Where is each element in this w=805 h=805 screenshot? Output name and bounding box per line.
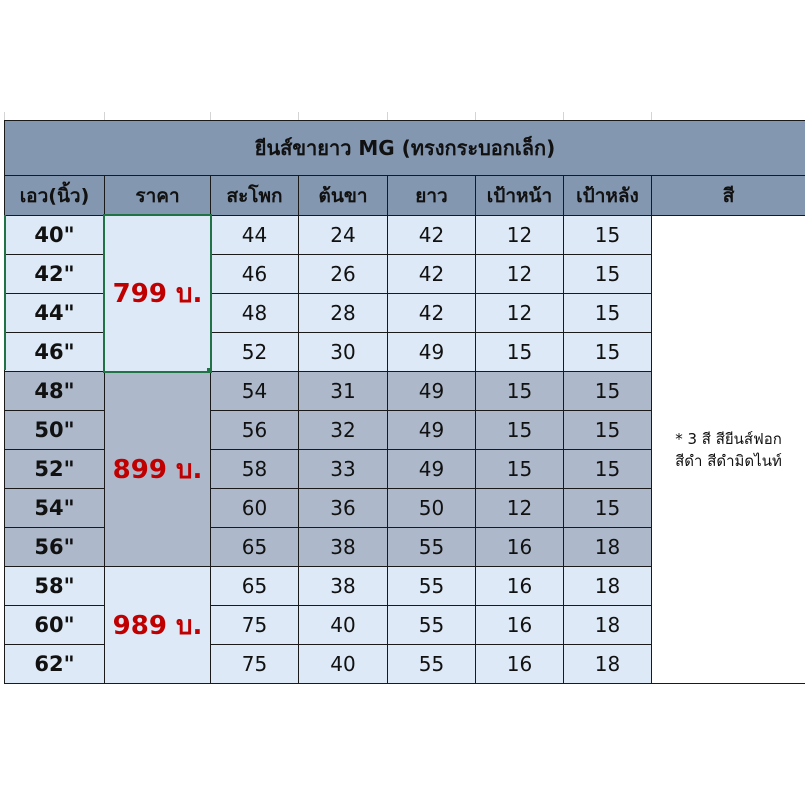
hip-cell[interactable]: 58 — [211, 450, 299, 489]
header-hip[interactable]: สะโพก — [211, 176, 299, 216]
thigh-cell[interactable]: 30 — [299, 333, 388, 372]
hip-cell[interactable]: 44 — [211, 216, 299, 255]
back-rise-cell[interactable]: 18 — [564, 528, 652, 567]
price-cell-989[interactable]: 989 บ. — [105, 567, 211, 684]
back-rise-cell[interactable]: 15 — [564, 294, 652, 333]
header-waist[interactable]: เอว(นิ้ว) — [5, 176, 105, 216]
waist-cell[interactable]: 52" — [5, 450, 105, 489]
table-title[interactable]: ยีนส์ขายาว MG (ทรงกระบอกเล็ก) — [5, 121, 805, 176]
thigh-cell[interactable]: 38 — [299, 567, 388, 606]
length-cell[interactable]: 49 — [388, 450, 476, 489]
thigh-cell[interactable]: 33 — [299, 450, 388, 489]
hip-cell[interactable]: 65 — [211, 528, 299, 567]
hip-cell[interactable]: 46 — [211, 255, 299, 294]
thigh-cell[interactable]: 40 — [299, 606, 388, 645]
color-note-line2: สีดำ สีดำมิดไนท์ — [675, 451, 782, 470]
front-rise-cell[interactable]: 15 — [476, 333, 564, 372]
thigh-cell[interactable]: 28 — [299, 294, 388, 333]
thigh-cell[interactable]: 26 — [299, 255, 388, 294]
length-cell[interactable]: 50 — [388, 489, 476, 528]
size-chart-table — [4, 120, 805, 684]
waist-cell[interactable]: 60" — [5, 606, 105, 645]
back-rise-cell[interactable]: 15 — [564, 450, 652, 489]
waist-cell[interactable]: 42" — [5, 255, 105, 294]
selection-fill-handle[interactable] — [207, 368, 212, 373]
price-cell-799[interactable]: 799 บ. — [105, 216, 211, 372]
thigh-cell[interactable]: 38 — [299, 528, 388, 567]
hip-cell[interactable]: 75 — [211, 606, 299, 645]
length-cell[interactable]: 42 — [388, 294, 476, 333]
front-rise-cell[interactable]: 12 — [476, 255, 564, 294]
front-rise-cell[interactable]: 15 — [476, 372, 564, 411]
header-color[interactable]: สี — [652, 176, 805, 216]
length-cell[interactable]: 49 — [388, 372, 476, 411]
waist-cell[interactable]: 40" — [5, 216, 105, 255]
thigh-cell[interactable]: 36 — [299, 489, 388, 528]
waist-cell[interactable]: 44" — [5, 294, 105, 333]
front-rise-cell[interactable]: 16 — [476, 528, 564, 567]
waist-cell[interactable]: 62" — [5, 645, 105, 684]
length-cell[interactable]: 55 — [388, 645, 476, 684]
thigh-cell[interactable]: 31 — [299, 372, 388, 411]
back-rise-cell[interactable]: 18 — [564, 606, 652, 645]
waist-cell[interactable]: 58" — [5, 567, 105, 606]
front-rise-cell[interactable]: 15 — [476, 450, 564, 489]
back-rise-cell[interactable]: 15 — [564, 216, 652, 255]
hip-cell[interactable]: 65 — [211, 567, 299, 606]
length-cell[interactable]: 42 — [388, 255, 476, 294]
color-note-line1: * 3 สี สียีนส์ฟอก — [675, 429, 782, 448]
color-note-cell[interactable] — [652, 216, 805, 684]
length-cell[interactable]: 55 — [388, 606, 476, 645]
header-thigh[interactable]: ต้นขา — [299, 176, 388, 216]
thigh-cell[interactable]: 32 — [299, 411, 388, 450]
waist-cell[interactable]: 54" — [5, 489, 105, 528]
front-rise-cell[interactable]: 12 — [476, 489, 564, 528]
length-cell[interactable]: 55 — [388, 528, 476, 567]
back-rise-cell[interactable]: 15 — [564, 333, 652, 372]
front-rise-cell[interactable]: 12 — [476, 294, 564, 333]
front-rise-cell[interactable]: 15 — [476, 411, 564, 450]
waist-cell[interactable]: 56" — [5, 528, 105, 567]
hip-cell[interactable]: 56 — [211, 411, 299, 450]
sheet-gridlines — [0, 112, 805, 120]
table-row — [5, 216, 805, 255]
back-rise-cell[interactable]: 15 — [564, 372, 652, 411]
header-front-rise[interactable]: เป้าหน้า — [476, 176, 564, 216]
back-rise-cell[interactable]: 15 — [564, 255, 652, 294]
length-cell[interactable]: 55 — [388, 567, 476, 606]
front-rise-cell[interactable]: 16 — [476, 645, 564, 684]
header-back-rise[interactable]: เป้าหลัง — [564, 176, 652, 216]
front-rise-cell[interactable]: 12 — [476, 216, 564, 255]
length-cell[interactable]: 49 — [388, 411, 476, 450]
header-length[interactable]: ยาว — [388, 176, 476, 216]
waist-cell[interactable]: 50" — [5, 411, 105, 450]
length-cell[interactable]: 49 — [388, 333, 476, 372]
back-rise-cell[interactable]: 15 — [564, 489, 652, 528]
waist-cell[interactable]: 46" — [5, 333, 105, 372]
hip-cell[interactable]: 54 — [211, 372, 299, 411]
length-cell[interactable]: 42 — [388, 216, 476, 255]
size-chart-sheet — [4, 120, 805, 684]
hip-cell[interactable]: 60 — [211, 489, 299, 528]
thigh-cell[interactable]: 24 — [299, 216, 388, 255]
back-rise-cell[interactable]: 18 — [564, 645, 652, 684]
waist-cell[interactable]: 48" — [5, 372, 105, 411]
price-cell-899[interactable]: 899 บ. — [105, 372, 211, 567]
hip-cell[interactable]: 75 — [211, 645, 299, 684]
front-rise-cell[interactable]: 16 — [476, 567, 564, 606]
back-rise-cell[interactable]: 15 — [564, 411, 652, 450]
hip-cell[interactable]: 48 — [211, 294, 299, 333]
back-rise-cell[interactable]: 18 — [564, 567, 652, 606]
header-price[interactable]: ราคา — [105, 176, 211, 216]
thigh-cell[interactable]: 40 — [299, 645, 388, 684]
hip-cell[interactable]: 52 — [211, 333, 299, 372]
front-rise-cell[interactable]: 16 — [476, 606, 564, 645]
